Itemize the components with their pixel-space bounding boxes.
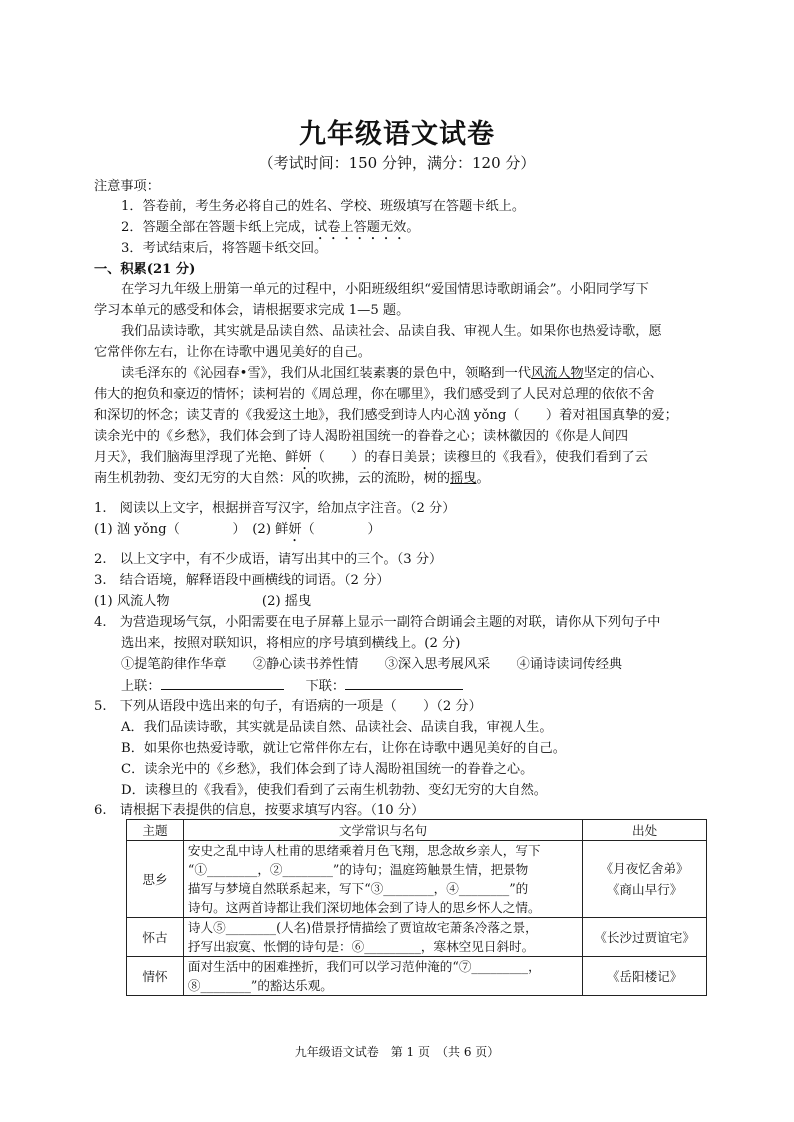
literature-table	[126, 819, 707, 996]
question-5: 5. 下列从语段中选出来的句子，有语病的一项是（ ）（2 分）	[94, 699, 482, 714]
theme-cell: 思乡	[127, 841, 184, 918]
intro-line-1: 在学习九年级上册第一单元的过程中，小阳班级组织“爱国情思诗歌朗诵会”。小阳同学写下	[121, 282, 649, 297]
question-text: （ ）	[301, 522, 381, 537]
content-line: 安史之乱中诗人杜甫的思绪乘着月色飞翔，思念故乡亲人，写下	[187, 843, 541, 858]
exam-info: （考试时间：150 分钟，满分：120 分）	[258, 154, 536, 172]
content-line: ⑧________”的豁达乐观。	[187, 978, 333, 993]
source-title: 《商山早行》	[606, 882, 683, 897]
question-4-options: ①提笔韵律作华章 ②静心读书养性情 ③深入思考展风采 ④诵诗读词传经典	[121, 657, 623, 672]
intro-line-2: 学习本单元的感受和体会，请根据要求完成 1—5 题。	[94, 303, 410, 318]
question-text: (1) 汹 yǒng（ ） (2) 鲜	[94, 522, 289, 537]
content-line: 描写与梦境自然联系起来，写下“③________，④________”的	[187, 881, 529, 896]
source-title: 《月夜忆舍弟》	[600, 861, 689, 876]
source-cell	[583, 841, 707, 918]
table-row	[127, 918, 707, 957]
column-header: 出处	[583, 820, 707, 841]
lower-couplet-blank[interactable]	[345, 677, 463, 690]
page-title: 九年级语文试卷	[299, 119, 495, 150]
passage-p3-line-6	[94, 470, 490, 488]
notice-item-2-emphasis: 试卷上答题无效	[314, 220, 407, 235]
question-2: 2. 以上文字中，有不少成语，请写出其中的三个。（3 分）	[94, 552, 443, 567]
passage-p3-line-2: 伟大的抱负和豪迈的情怀；读柯岩的《周总理，你在哪里》，我们感受到了人民对总理的依依不舍	[94, 387, 655, 402]
dotted-char: 妍	[288, 522, 302, 537]
content-cell	[183, 918, 582, 957]
notice-item-2-end: 。	[406, 220, 420, 235]
question-1: 1. 阅读以上文字，根据拼音写汉字，给加点字注音。（2 分）	[94, 501, 456, 516]
passage-text: 坚定的信心、	[583, 366, 663, 381]
content-line: 面对生活中的困难挫折，我们可以学习范仲淹的“⑦_________，	[187, 959, 541, 974]
dotted-char: 妍	[298, 450, 312, 465]
upper-couplet-blank[interactable]	[161, 677, 284, 690]
passage-p3-line-4: 读余光中的《乡愁》，我们体会到了诗人渴盼祖国统一的眷眷之心；读林徽因的《你是人间四	[94, 429, 629, 444]
page-footer: 九年级语文试卷 第 1 页 （共 6 页）	[294, 1045, 500, 1059]
option-b: B．如果你也热爱诗歌，就让它常伴你左右，让你在诗歌中遇见美好的自己。	[121, 741, 566, 756]
passage-text: 月天》，我们脑海里浮现了光艳、鲜	[94, 450, 299, 465]
content-line: 诗人⑤________(人名)借景抒情描绘了贾谊故宅萧条冷落之景，	[187, 920, 538, 935]
source-cell	[583, 957, 707, 996]
theme-cell: 怀古	[127, 918, 184, 957]
question-4-line-2: 选出来，按照对联知识，将相应的序号填到横线上。(2 分)	[121, 636, 461, 651]
column-header: 主题	[127, 820, 184, 841]
passage-p2-line-2: 它常伴你左右，让你在诗歌中遇见美好的自己。	[94, 345, 371, 360]
underlined-term-1: 风流人物	[531, 366, 584, 381]
question-3: 3. 结合语境，解释语段中画横线的词语。（2 分）	[94, 573, 390, 588]
passage-p3-line-1	[121, 365, 663, 383]
source-cell	[583, 918, 707, 957]
notice-item-1: 1．答卷前，考生务必将自己的姓名、学校、班级填写在答题卡纸上。	[121, 199, 526, 214]
lower-couplet-label: 下联：	[305, 679, 346, 694]
content-cell	[183, 957, 582, 996]
passage-text: （ ）的春日美景；读穆旦的《我看》，使我们看到了云	[311, 450, 648, 465]
passage-text: 。	[476, 471, 490, 486]
theme-cell: 情怀	[127, 957, 184, 996]
column-header: 文学常识与名句	[183, 820, 582, 841]
table-header-row	[127, 820, 707, 841]
source-title: 《岳阳楼记》	[606, 968, 683, 984]
content-line: “①________，②________”的诗句；温庭筠触景生情，把景物	[187, 862, 529, 877]
option-d: D．读穆旦的《我看》，使我们看到了云南生机勃勃、变幻无穷的大自然。	[121, 783, 547, 798]
section-1-heading: 一、积累(21 分)	[94, 262, 196, 277]
notice-item-3: 3．考试结束后，将答题卡纸交回。	[121, 241, 328, 256]
content-line: 抒写出寂寞、怅惘的诗句是：⑥_________，寒林空见日斜时。	[187, 939, 535, 954]
content-line: 诗句。这两首诗都让我们深切地体会到了诗人的思乡怀人之情。	[187, 900, 541, 915]
passage-text: 南生机勃勃、变幻无穷的大自然：风的吹拂，云的流盼，树的	[94, 471, 451, 486]
passage-p3-line-3: 和深切的怀念；读艾青的《我爱这土地》，我们感受到诗人内心汹 yǒng（ ）着对祖国真挚的爱；	[94, 408, 678, 423]
notice-item-2-text: 2．答题全部在答题卡纸上完成，	[121, 220, 315, 235]
option-a: A．我们品读诗歌，其实就是品读自然、品读社会、品读自我，审视人生。	[121, 720, 553, 735]
table-row	[127, 957, 707, 996]
upper-couplet-label: 上联：	[121, 679, 161, 694]
table-row	[127, 841, 707, 918]
passage-p2-line-1: 我们品读诗歌，其实就是品读自然、品读社会、品读自我、审视人生。如果你也热爱诗歌，愿	[121, 324, 662, 339]
question-3-terms: (1) 风流人物 (2) 摇曳	[94, 594, 312, 609]
source-title: 《长沙过贾谊宅》	[594, 929, 695, 945]
content-cell	[183, 841, 582, 918]
couplet-answer-line	[121, 677, 463, 696]
passage-text: 读毛泽东的《沁园春•雪》，我们从北国红装素裹的景色中，领略到一代	[121, 366, 531, 381]
underlined-term-2: 摇曳	[450, 471, 477, 486]
option-c: C．读余光中的《乡愁》，我们体会到了诗人渴盼祖国统一的眷眷之心。	[121, 762, 534, 777]
notice-heading: 注意事项：	[94, 179, 160, 194]
question-1-blanks	[94, 521, 381, 545]
question-4-line-1: 4. 为营造现场气氛，小阳需要在电子屏幕上显示一副符合朗诵会主题的对联，请你从下列句子中	[94, 615, 661, 630]
question-6: 6. 请根据下表提供的信息，按要求填写内容。（10 分）	[94, 803, 425, 818]
